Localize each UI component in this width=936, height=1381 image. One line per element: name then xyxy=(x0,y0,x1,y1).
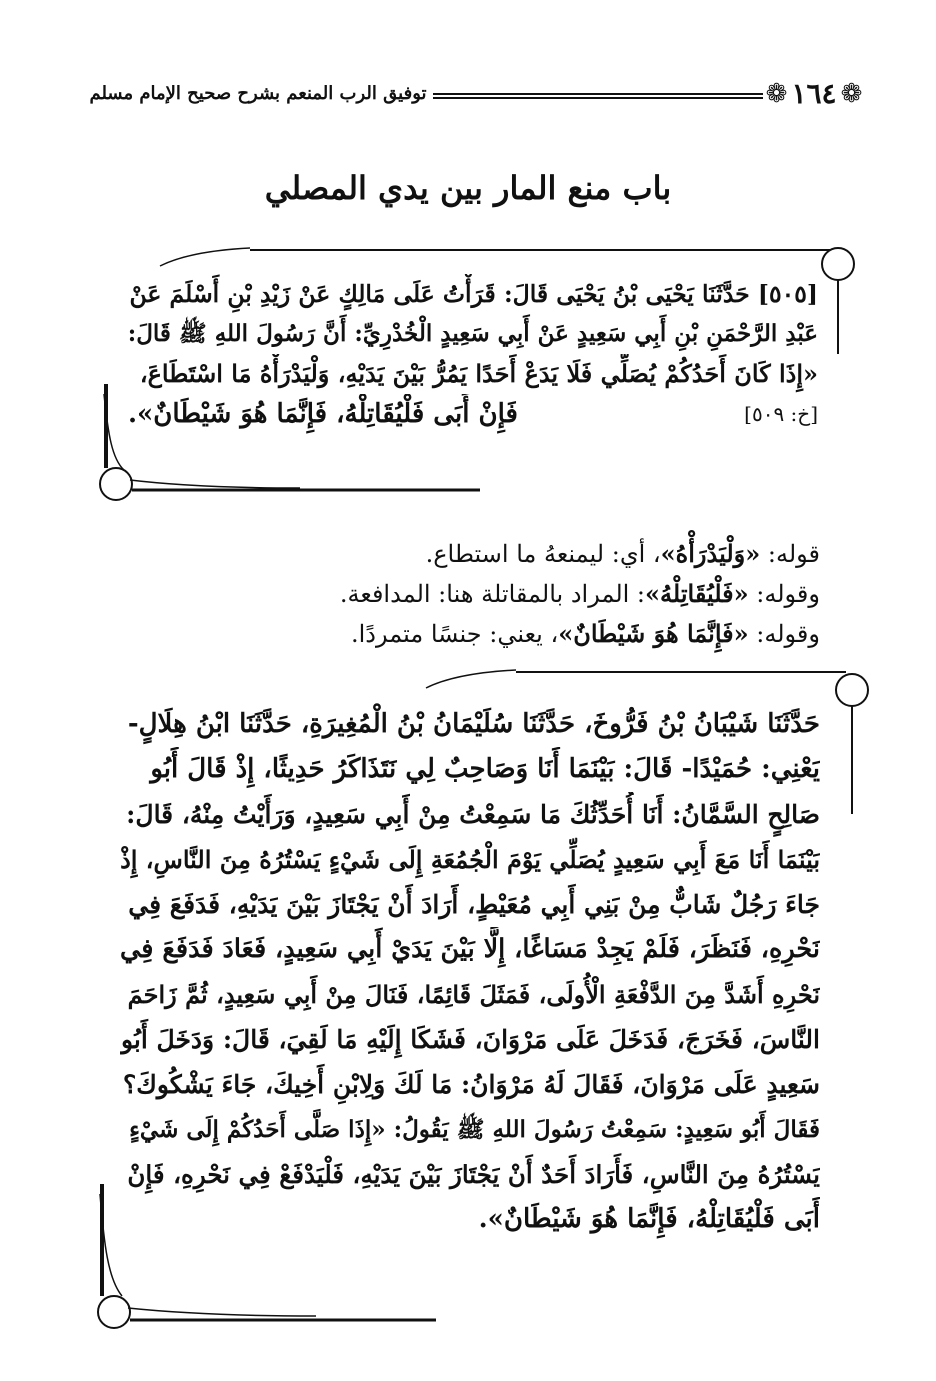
commentary-quote: «وَلْيَدْرَأْهُ» xyxy=(660,539,761,568)
commentary-quote: «فَإِنَّمَا هُوَ شَيْطَانٌ» xyxy=(558,619,749,648)
commentary-line xyxy=(140,614,820,654)
hadith-line: يَسْتُرُهُ مِنَ النَّاسِ، فَأَرَادَ أَحَدٌ أَنْ يَجْتَازَ بَيْنَ يَدَيْهِ، فَلْيَدْفَعْ فِي نَحْرِهِ، فَإِنْ xyxy=(127,1160,820,1189)
commentary-line xyxy=(140,574,820,614)
hadith-line: أَبَى فَلْيُقَاتِلْهُ، فَإِنَّمَا هُوَ شَيْطَانٌ». xyxy=(478,1204,820,1234)
running-title: توفيق الرب المنعم بشرح صحيح الإمام مسلم xyxy=(89,83,427,104)
ornament-right-icon: ❁ xyxy=(840,79,863,109)
hadith-line: نَحْرِهِ، فَنَظَرَ، فَلَمْ يَجِدْ مَسَاغًا، إِلَّا بَيْنَ يَدَيْ أَبِي سَعِيدٍ، فَعَادَ فَدَفَعَ فِي xyxy=(120,934,820,964)
hadith-line: يَعْنِي: حُمَيْدًا- قَالَ: بَيْنَمَا أَنَا وَصَاحِبٌ لِي نَتَذَاكَرُ حَدِيثًا، إِذْ قَالَ أَبُو xyxy=(150,754,820,784)
hadith-line: فَإِنْ أَبَى فَلْيُقَاتِلْهُ، فَإِنَّمَا هُوَ شَيْطَانٌ». xyxy=(128,399,518,429)
commentary-quote: «فَلْيُقَاتِلْهُ» xyxy=(645,579,749,608)
hadith-line: فَقَالَ أَبُو سَعِيدٍ: سَمِعْتُ رَسُولَ اللهِ ﷺ يَقُولُ: «إِذَا صَلَّى أَحَدُكُمْ إِلَى شَيْءٍ xyxy=(129,1116,820,1143)
commentary-rest: ، يعني: جنسًا متمردًا. xyxy=(351,620,559,648)
commentary-prefix: وقوله: xyxy=(748,580,820,608)
page-number: ١٦٤ xyxy=(791,77,837,110)
commentary-rest: : المراد بالمقاتلة هنا: المدافعة. xyxy=(339,580,646,608)
hadith-line: نَحْرِهِ أَشَدَّ مِنَ الدَّفْعَةِ الْأُولَى، فَمَثَلَ قَائِمًا، فَنَالَ مِنْ أَبِي سَعِيدٍ، ثُمَّ زَاحَمَ xyxy=(127,980,820,1009)
hadith-2-frame xyxy=(96,664,866,1330)
hadith-2-text xyxy=(120,702,820,1242)
page-header xyxy=(88,66,863,130)
hadith-line: صَالِحٍ السَّمَّانُ: أَنَا أُحَدِّثُكَ مَا سَمِعْتُ مِنْ أَبِي سَعِيدٍ، وَرَأَيْتُ مِنْهُ، قَالَ: xyxy=(126,800,820,829)
hadith-line: بَيْنَمَا أَنَا مَعَ أَبِي سَعِيدٍ يُصَلِّي يَوْمَ الْجُمُعَةِ إِلَى شَيْءٍ يَسْتُرُهُ مِنَ النَّاسِ، إِذْ xyxy=(120,845,820,874)
hadith-line: [٥٠٥] حَدَّثَنَا يَحْيَى بْنُ يَحْيَى قَالَ: قَرَأْتُ عَلَى مَالِكٍ عَنْ زَيْدِ بْنِ أَسْلَمَ عَنْ xyxy=(129,280,818,308)
hadith-line: عَبْدِ الرَّحْمَنِ بْنِ أَبِي سَعِيدٍ عَنْ أَبِي سَعِيدٍ الْخُدْرِيِّ: أَنَّ رَسُولَ اللهِ ﷺ قَالَ: xyxy=(128,320,818,347)
hadith-line: النَّاسَ، فَخَرَجَ، فَدَخَلَ عَلَى مَرْوَانَ، فَشَكَا إِلَيْهِ مَا لَقِيَ، قَالَ: وَدَخَلَ أَبُو xyxy=(121,1025,820,1054)
hadith-line: «إِذَا كَانَ أَحَدُكُمْ يُصَلِّي فَلَا يَدَعْ أَحَدًا يَمُرُّ بَيْنَ يَدَيْهِ، وَلْيَدْرَأْهُ مَا اسْتَطَاعَ، xyxy=(139,359,818,388)
ornament-left-icon: ❁ xyxy=(765,79,788,109)
hadith-505-text xyxy=(128,274,818,434)
chapter-title: باب منع المار بين يدي المصلي xyxy=(264,169,672,207)
hadith-line: سَعِيدٍ عَلَى مَرْوَانَ، فَقَالَ لَهُ مَرْوَانُ: مَا لَكَ وَلِابْنِ أَخِيكَ، جَاءَ يَشْكُوكَ؟ xyxy=(122,1070,820,1099)
page-number-frame xyxy=(765,70,863,118)
commentary-prefix: وقوله: xyxy=(748,620,820,648)
commentary-line xyxy=(140,534,820,574)
commentary-prefix: قوله: xyxy=(760,540,820,568)
header-rule xyxy=(433,93,763,99)
bukhari-reference: [خ: ٥٠٩] xyxy=(744,402,818,426)
commentary-rest: ، أي: ليمنعهُ ما استطاع. xyxy=(425,540,661,568)
hadith-line: جَاءَ رَجُلٌ شَابٌّ مِنْ بَنِي أَبِي مُعَيْطٍ، أَرَادَ أَنْ يَجْتَازَ بَيْنَ يَدَيْهِ، فَدَفَعَ فِي xyxy=(128,890,820,919)
hadith-505-frame xyxy=(100,244,850,500)
hadith-last-line xyxy=(128,394,818,434)
commentary xyxy=(140,534,820,654)
hadith-line: حَدَّثَنَا شَيْبَانُ بْنُ فَرُّوخَ، حَدَّثَنَا سُلَيْمَانُ بْنُ الْمُغِيرَةِ، حَدَّثَنَا ابْنُ هِلَالٍ- xyxy=(127,709,820,739)
